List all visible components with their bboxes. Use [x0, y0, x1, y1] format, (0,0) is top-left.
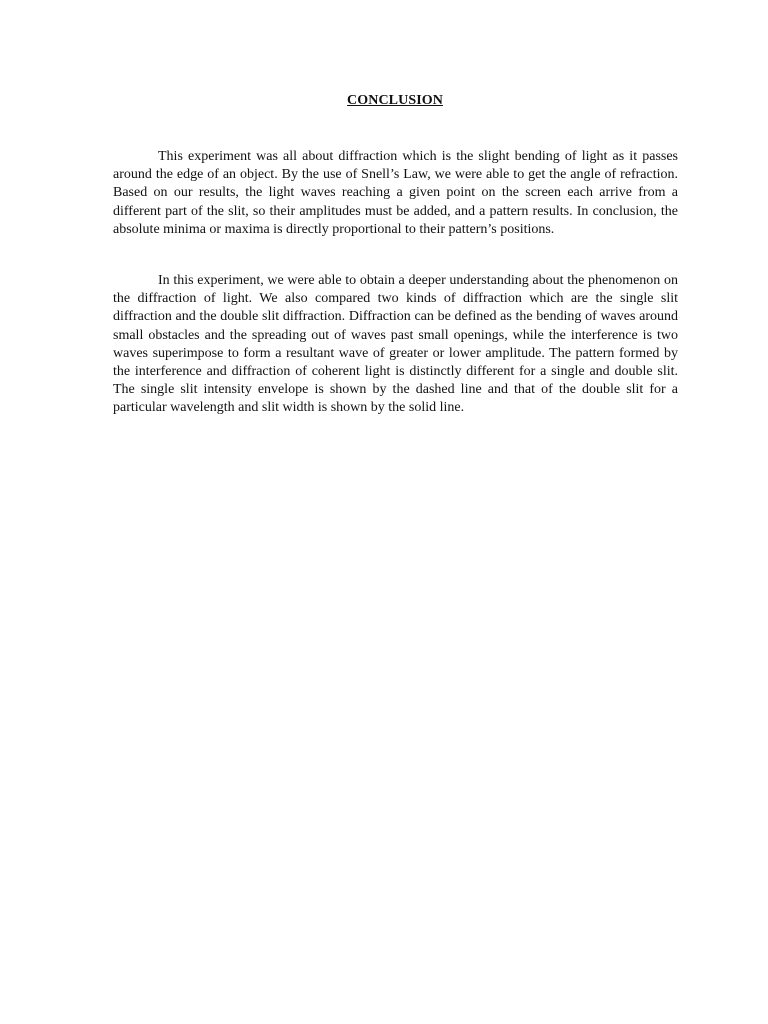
paragraph-2: In this experiment, we were able to obtain a deeper understanding about the phenomenon on the diffraction of light. We also compared two kinds of diffraction which are the single slit diffraction and the double slit diffraction. Diffraction can be defined as the bending of waves around small obstacles and the spreading out of waves past small openings, while the interference is two waves superimpose to form a resultant wave of greater or lower amplitude. The pattern formed by the interference and diffraction of coherent light is distinctly different for a single and double slit. The single slit intensity envelope is shown by the dashed line and that of the double slit for a particular wavelength and slit width is shown by the solid line.	[113, 273, 678, 416]
paragraph-1: This experiment was all about diffraction which is the slight bending of light as it passes around the edge of an object. By the use of Snell’s Law, we were able to get the angle of refraction. Based on our results, the light waves reaching a given point on the screen each arrive from a different part of the slit, so their amplitudes must be added, and a pattern results. In conclusion, the absolute minima or maxima is directly proportional to their pattern’s positions.	[113, 149, 678, 237]
page-title: CONCLUSION	[347, 93, 443, 108]
